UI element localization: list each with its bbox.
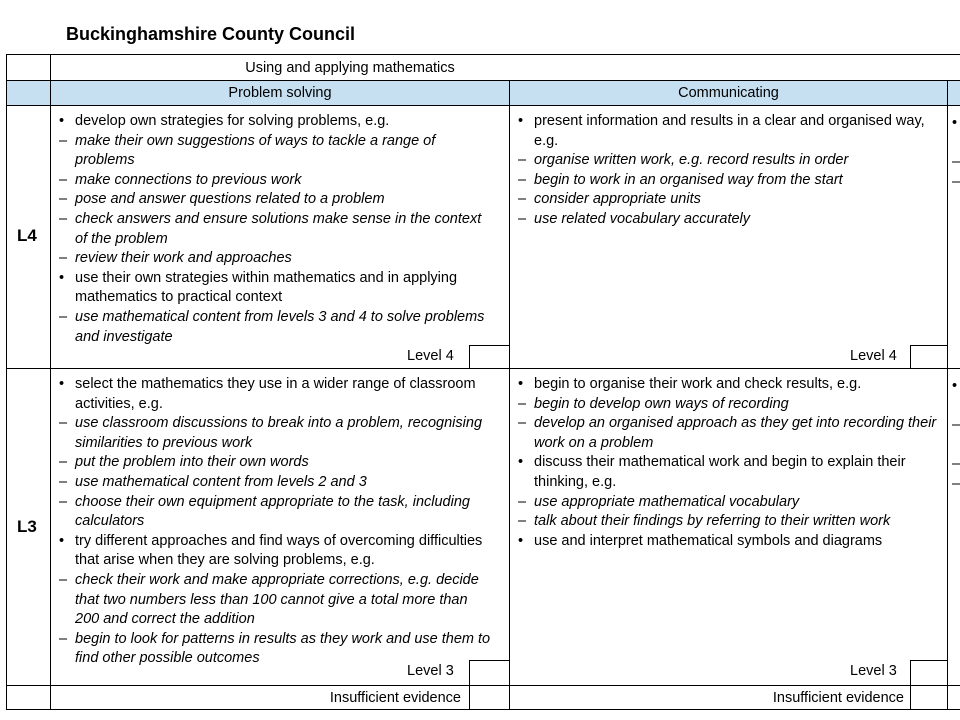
row-label-cell-l4 xyxy=(6,105,51,369)
list-item xyxy=(510,375,940,395)
level-checkbox[interactable] xyxy=(469,660,510,686)
dash-marker: – xyxy=(59,415,68,432)
dash-marker: – xyxy=(518,210,527,227)
sub-list-item xyxy=(510,512,940,532)
edge-marker: – xyxy=(952,417,960,434)
sub-list-item xyxy=(510,493,940,513)
cell-l4-problem-solving xyxy=(50,105,510,369)
sub-list-item xyxy=(51,210,491,249)
dash-marker: – xyxy=(518,493,527,510)
row-label-l4: L4 xyxy=(17,226,37,245)
level-label: Level 4 xyxy=(407,348,454,364)
list-item-text: present information and results in a clear and organised way, e.g. xyxy=(534,113,925,149)
dash-marker: – xyxy=(518,513,527,530)
edge-marker: – xyxy=(952,456,960,473)
sub-list-item xyxy=(510,171,940,191)
bullet-marker: • xyxy=(59,113,65,129)
dash-marker: – xyxy=(59,630,68,647)
list-item-text: begin to look for patterns in results as they work and use them to find other possible outcomes xyxy=(75,630,491,667)
list-item xyxy=(51,112,491,132)
top-header-cell xyxy=(50,54,960,81)
bullet-marker: • xyxy=(59,532,65,549)
list-item-text: develop own strategies for solving problems, e.g. xyxy=(75,113,390,129)
sub-list-item xyxy=(51,308,491,347)
bullet-marker: • xyxy=(518,532,524,549)
dash-marker: – xyxy=(518,152,527,169)
edge-marker: – xyxy=(952,154,960,171)
bullet-marker: • xyxy=(518,454,524,471)
edge-marker: – xyxy=(952,173,960,190)
edge-marker: • xyxy=(952,378,958,394)
list-item-text: check answers and ensure solutions make sense in the context of the problem xyxy=(75,210,482,247)
cell-l4-communicating xyxy=(509,105,948,369)
level-checkbox[interactable] xyxy=(469,345,510,369)
dash-marker: – xyxy=(59,250,68,267)
level-label: Level 4 xyxy=(850,348,897,364)
dash-marker: – xyxy=(59,493,68,510)
list-item xyxy=(51,269,491,308)
sub-list-item xyxy=(510,190,940,210)
sub-list-item xyxy=(510,210,940,230)
list-item-text: begin to organise their work and check results, e.g. xyxy=(534,376,862,392)
list-item xyxy=(510,112,940,151)
dash-marker: – xyxy=(518,191,527,208)
list-item xyxy=(51,375,491,414)
bullet-marker: • xyxy=(59,269,65,286)
cell-l3-communicating xyxy=(509,368,948,686)
list-item-text: organise written work, e.g. record results in order xyxy=(534,152,849,169)
dash-marker: – xyxy=(59,308,68,325)
sub-list-item xyxy=(51,414,491,453)
level-checkbox[interactable] xyxy=(910,660,948,686)
list-item-text: begin to work in an organised way from the start xyxy=(534,171,843,188)
list-item-text: use classroom discussions to break into a problem, recognising similarities to previous work xyxy=(75,415,483,451)
footer-partial-cell xyxy=(947,685,960,710)
list-item-text: pose and answer questions related to a problem xyxy=(75,191,385,208)
list-item-text: try different approaches and find ways of overcoming difficulties that arise when they are solving problems, e.g. xyxy=(75,532,483,569)
footer-corner-cell xyxy=(6,685,51,710)
corner-cell xyxy=(6,54,51,81)
list-item xyxy=(510,453,940,492)
list-item-text: choose their own equipment appropriate to the task, including calculators xyxy=(75,493,470,530)
dash-marker: – xyxy=(59,132,68,149)
footer-cell-problem-solving xyxy=(50,685,470,710)
list-item-text: consider appropriate units xyxy=(534,191,701,208)
edge-marker: • xyxy=(952,115,958,131)
assessment-table xyxy=(6,54,960,710)
list-item-text: select the mathematics they use in a wider range of classroom activities, e.g. xyxy=(75,376,476,412)
bullet-marker: • xyxy=(518,113,524,129)
col-header-label: Problem solving xyxy=(228,85,332,101)
sub-list-item xyxy=(510,395,940,415)
dash-marker: – xyxy=(518,171,527,188)
list-item-text: review their work and approaches xyxy=(75,250,292,267)
list-item-text: begin to develop own ways of recording xyxy=(534,395,789,412)
list-item-text: develop an organised approach as they get into recording their work on a problem xyxy=(534,415,937,451)
list-item-text: talk about their findings by referring to their written work xyxy=(534,513,891,530)
col-header-label: Communicating xyxy=(678,85,779,101)
dash-marker: – xyxy=(59,454,68,471)
col-header-problem-solving xyxy=(50,80,510,106)
list-item-text: use mathematical content from levels 3 and 4 to solve problems and investigate xyxy=(75,308,485,345)
sub-list-item xyxy=(51,571,491,630)
col-header-partial xyxy=(947,80,960,106)
footer-cell-communicating xyxy=(509,685,911,710)
list-item-text: put the problem into their own words xyxy=(75,454,309,471)
sub-list-item xyxy=(51,171,491,191)
list-item-text: use related vocabulary accurately xyxy=(534,210,751,227)
list-item-text: use appropriate mathematical vocabulary xyxy=(534,493,800,510)
dash-marker: – xyxy=(518,395,527,412)
list-item-text: use their own strategies within mathematics and in applying mathematics to practical context xyxy=(75,269,458,306)
row-label-l3: L3 xyxy=(17,517,37,536)
dash-marker: – xyxy=(59,191,68,208)
col-header-communicating xyxy=(509,80,948,106)
sub-list-item xyxy=(51,249,491,269)
list-l4-communicating xyxy=(510,112,940,230)
top-header-label: Using and applying mathematics xyxy=(245,59,455,76)
cell-l3-problem-solving xyxy=(50,368,510,686)
row-label-cell-l3 xyxy=(6,368,51,686)
list-l3-communicating xyxy=(510,375,940,551)
dash-marker: – xyxy=(59,210,68,227)
edge-marker: – xyxy=(952,475,960,492)
dash-marker: – xyxy=(59,473,68,490)
list-item xyxy=(51,532,491,571)
bullet-marker: • xyxy=(518,376,524,392)
list-item-text: use and interpret mathematical symbols and diagrams xyxy=(534,532,883,549)
sub-list-item xyxy=(51,473,491,493)
level-label: Level 3 xyxy=(850,663,897,679)
list-item-text: make connections to previous work xyxy=(75,171,302,188)
page-title: Buckinghamshire County Council xyxy=(66,24,356,44)
sub-list-item xyxy=(51,453,491,473)
sub-list-item xyxy=(51,132,491,171)
cell-l4-partial xyxy=(947,105,960,369)
cell-l3-partial xyxy=(947,368,960,686)
level-label: Level 3 xyxy=(407,663,454,679)
insufficient-evidence-checkbox[interactable] xyxy=(910,685,948,710)
sub-list-item xyxy=(51,493,491,532)
corner-cell-blue xyxy=(6,80,51,106)
insufficient-evidence-label: Insufficient evidence xyxy=(329,689,461,706)
list-l3-problem-solving xyxy=(51,375,491,669)
dash-marker: – xyxy=(59,571,68,588)
dash-marker: – xyxy=(59,171,68,188)
sub-list-item xyxy=(510,414,940,453)
list-l4-problem-solving xyxy=(51,112,491,347)
list-item-text: check their work and make appropriate corrections, e.g. decide that two numbers less than 100 cannot give a total more than 200 and correct the addition xyxy=(75,571,479,628)
sub-list-item xyxy=(510,151,940,171)
level-checkbox[interactable] xyxy=(910,345,948,369)
list-item-text: use mathematical content from levels 2 and 3 xyxy=(75,473,367,490)
list-item-text: make their own suggestions of ways to tackle a range of problems xyxy=(75,132,436,169)
list-item-text: discuss their mathematical work and begin to explain their thinking, e.g. xyxy=(534,454,906,490)
insufficient-evidence-label: Insufficient evidence xyxy=(772,689,904,706)
bullet-marker: • xyxy=(59,376,65,392)
insufficient-evidence-checkbox[interactable] xyxy=(469,685,510,710)
list-item xyxy=(510,532,940,552)
sub-list-item xyxy=(51,190,491,210)
dash-marker: – xyxy=(518,415,527,432)
